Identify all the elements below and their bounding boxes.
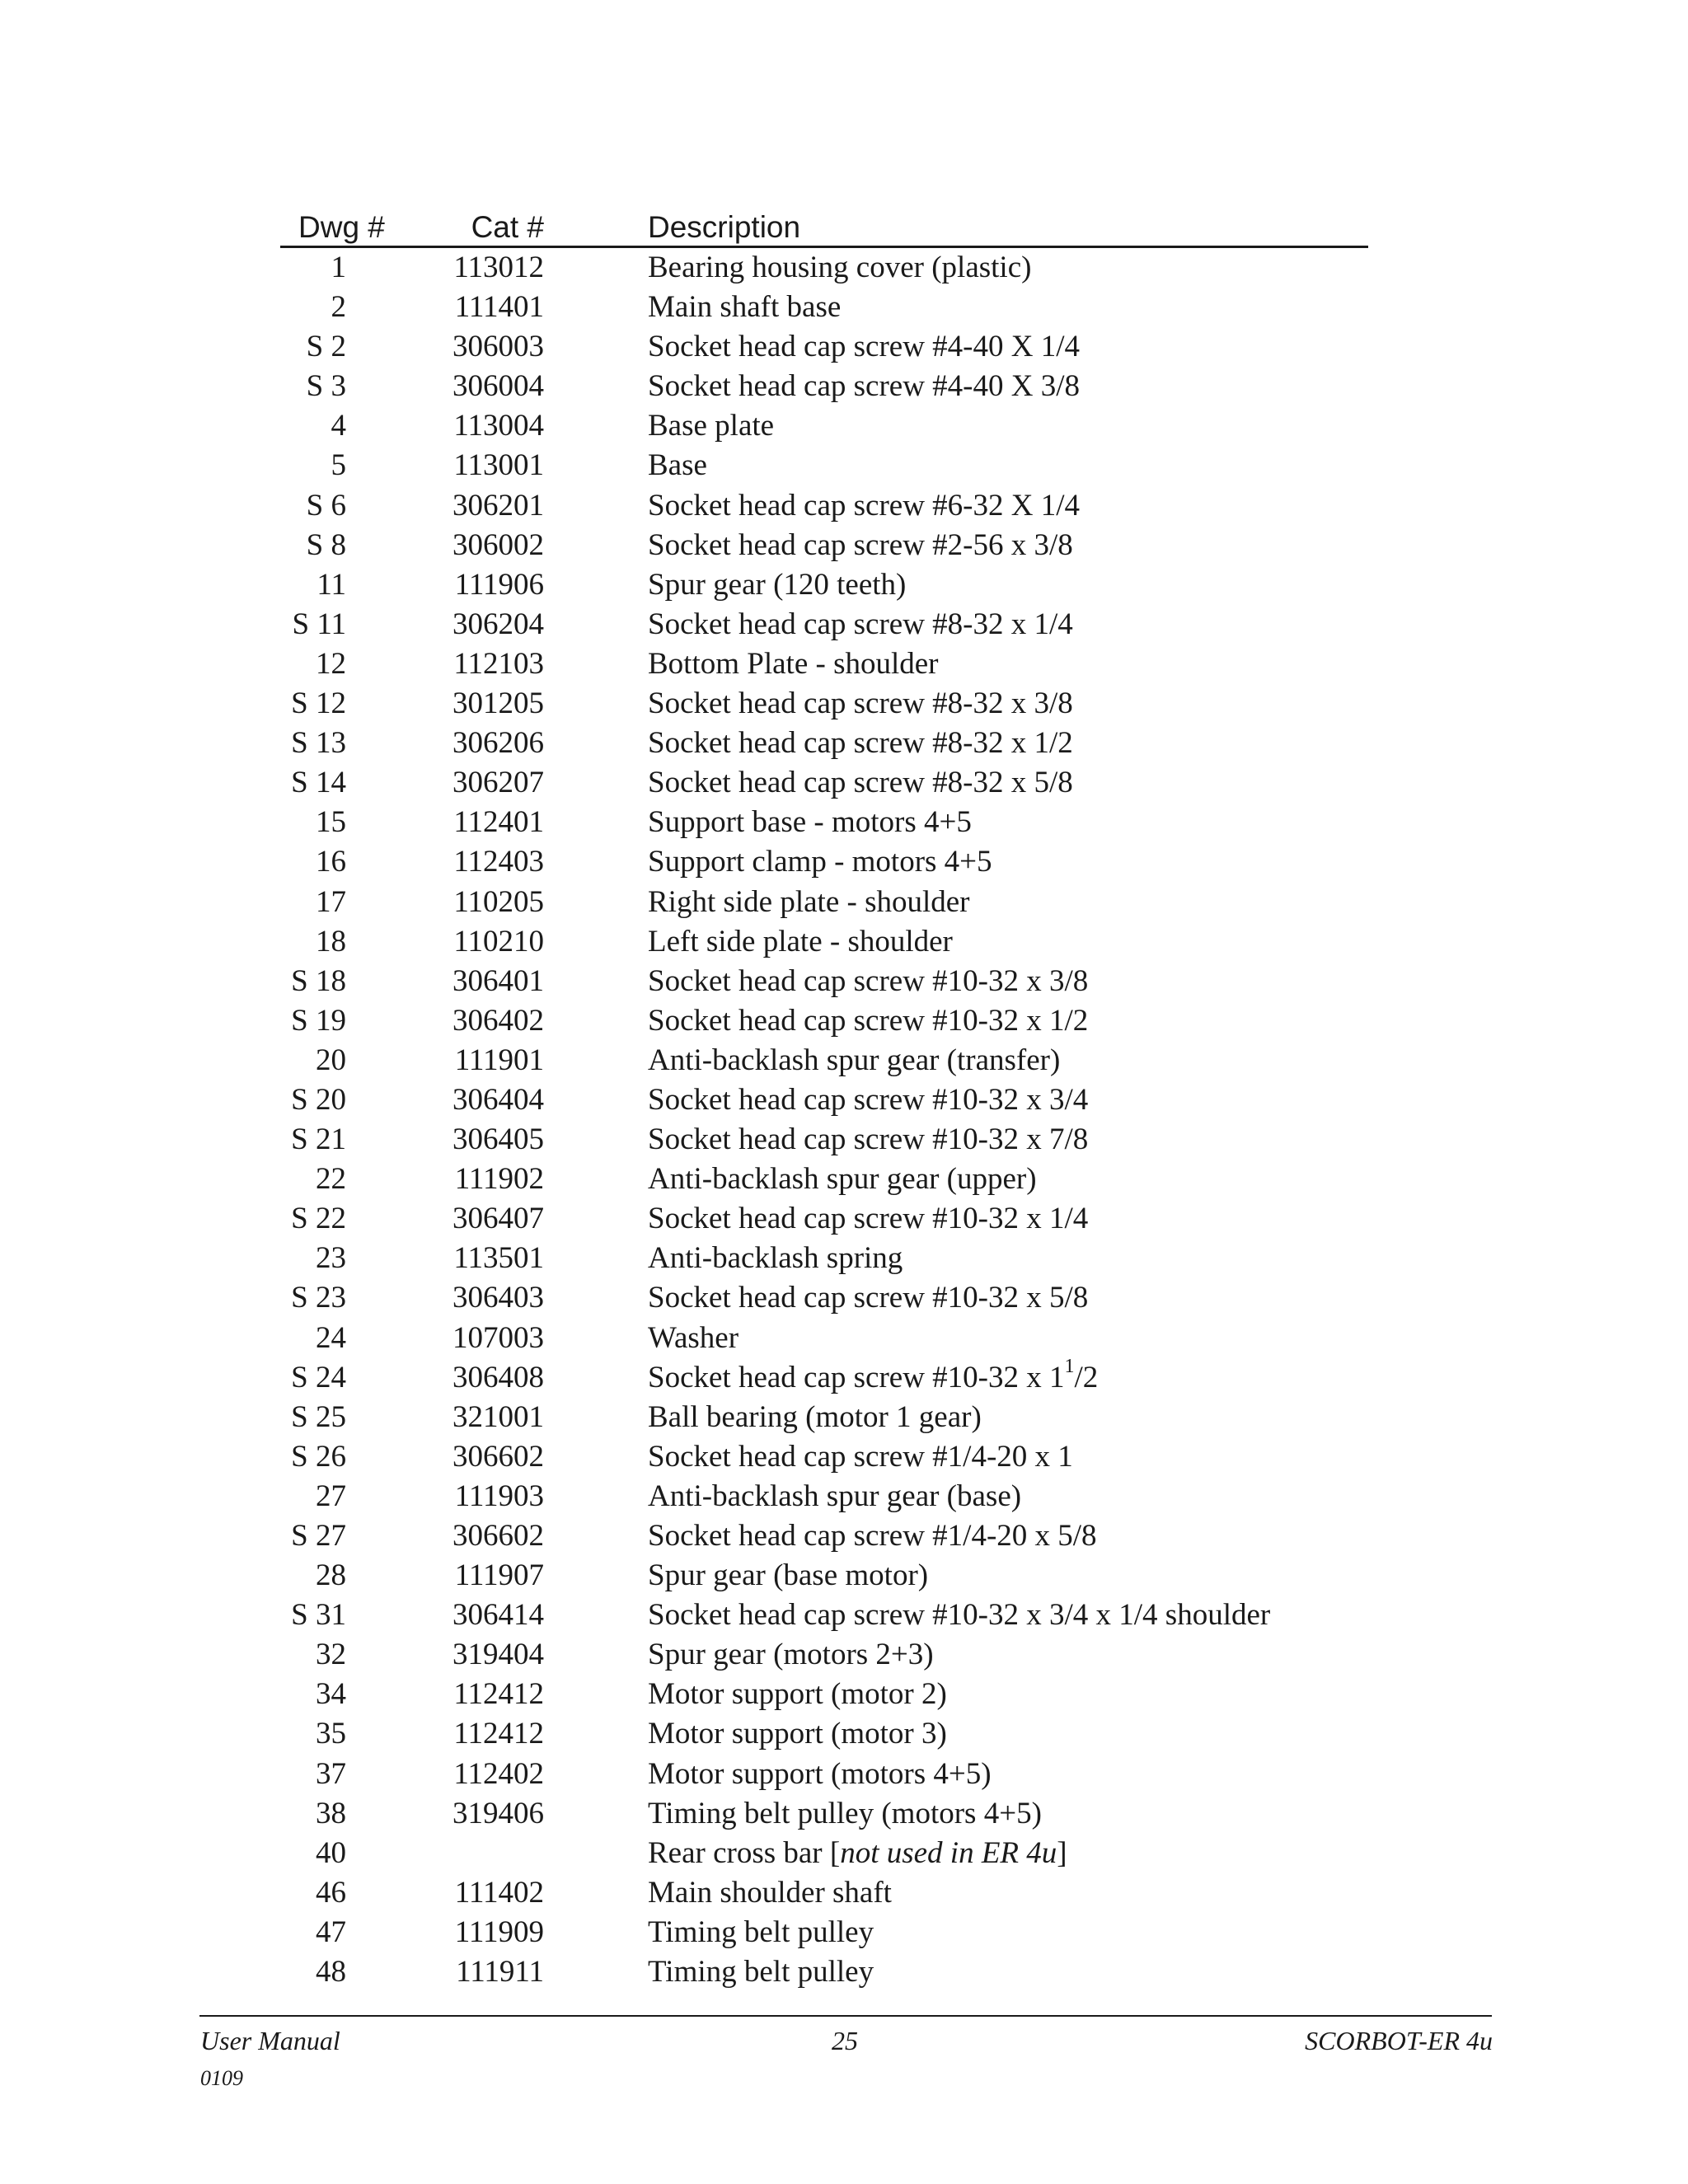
part-description [648,605,1073,644]
cat-number: 306002 [452,527,544,562]
dwg-number: 27 [316,1479,346,1513]
table-row [280,1199,1368,1239]
table-row [280,1278,1368,1318]
cat-number: 306003 [452,330,544,364]
dwg-number: 22 [316,1162,346,1197]
description-text: Washer [648,1320,739,1355]
cat-number: 113001 [453,448,544,483]
table-row [280,1834,1368,1873]
table-row [280,1041,1368,1080]
cat-number: 112412 [453,1677,544,1712]
part-description [648,327,1080,367]
part-description [648,1437,1073,1477]
part-description [648,367,1080,406]
table-row [280,1319,1368,1358]
cat-number: 111901 [454,1043,544,1077]
cat-number: 306206 [452,726,544,761]
cat-number: 306404 [452,1082,544,1117]
part-description [648,1319,738,1358]
table-row [280,1873,1368,1913]
cat-number: 306407 [452,1202,544,1236]
cat-number: 306204 [452,607,544,641]
cat-number: 306602 [452,1439,544,1474]
description-text: Main shaft base [648,290,842,325]
footer-rule [199,2015,1492,2017]
cat-number: 107003 [452,1320,544,1355]
table-row [280,1358,1368,1398]
part-description [648,1278,1088,1318]
description-text: Timing belt pulley [648,1915,874,1949]
cat-number: 306201 [452,488,544,523]
description-text: Timing belt pulley (motors 4+5) [648,1796,1042,1830]
dwg-number: S 18 [291,963,346,998]
table-row [280,1596,1368,1635]
table-row [280,1952,1368,1992]
description-text: Base plate [648,409,775,443]
table-row [280,1755,1368,1794]
table-body [280,248,1368,1992]
cat-number: 306401 [452,963,544,998]
cat-number: 111909 [454,1915,544,1949]
part-description [648,565,906,605]
dwg-number: 12 [316,646,346,681]
description-text: Anti-backlash spur gear (base) [648,1479,1022,1513]
part-description [648,763,1073,803]
table-row [280,526,1368,565]
description-text: Spur gear (base motor) [648,1558,929,1593]
cat-number: 111401 [454,290,544,325]
table-row [280,962,1368,1001]
description-superscript: 1 [1064,1356,1075,1378]
table-row [280,327,1368,367]
description-text: Socket head cap screw #10-32 x 3/4 x 1/4 shoulder [648,1598,1271,1633]
part-description [648,1755,992,1794]
part-description [648,1714,947,1754]
table-row [280,1080,1368,1120]
dwg-number: 46 [316,1875,346,1910]
table-row [280,1516,1368,1556]
description-text: Timing belt pulley [648,1955,874,1990]
description-text: Motor support (motor 3) [648,1717,947,1751]
table-row [280,406,1368,446]
description-text: Socket head cap screw #10-32 x 1/4 [648,1202,1089,1236]
cat-number: 306207 [452,766,544,800]
description-text: Socket head cap screw #8-32 x 1/4 [648,607,1073,641]
footer-doc-code: 0109 [200,2066,243,2090]
part-description [648,1596,1270,1635]
description-text: Spur gear (motors 2+3) [648,1638,934,1672]
dwg-number: 2 [331,290,346,325]
table-row [280,1398,1368,1437]
part-description [648,1556,928,1596]
description-text: Socket head cap screw #8-32 x 5/8 [648,766,1073,800]
dwg-number: 15 [316,805,346,840]
description-text: Socket head cap screw #4-40 X 3/8 [648,369,1080,404]
dwg-number: S 23 [291,1281,346,1315]
description-text: Socket head cap screw #10-32 x 3/8 [648,963,1089,998]
header-cat: Cat # [471,210,544,244]
dwg-number: S 31 [291,1598,346,1633]
part-description [648,1516,1097,1556]
dwg-number: S 3 [306,369,346,404]
cat-number: 306408 [452,1360,544,1394]
cat-number: 111903 [454,1479,544,1513]
description-text: Right side plate - shoulder [648,884,970,919]
part-description [648,962,1088,1001]
description-text: Socket head cap screw #10-32 x 3/4 [648,1082,1089,1117]
description-text: Ball bearing (motor 1 gear) [648,1399,982,1434]
part-description [648,1834,1067,1873]
cat-number: 113501 [453,1241,544,1276]
description-text: Socket head cap screw #10-32 x 5/8 [648,1281,1089,1315]
dwg-number: 34 [316,1677,346,1712]
dwg-number: 11 [316,567,346,602]
description-text: Socket head cap screw #8-32 x 1/2 [648,726,1073,761]
dwg-number: 5 [331,448,346,483]
cat-number: 111906 [454,567,544,602]
part-description [648,1239,903,1278]
table-row [280,1675,1368,1714]
table-row [280,1477,1368,1516]
part-description [648,724,1073,763]
description-text: Socket head cap screw #1/4-20 x 5/8 [648,1519,1097,1553]
part-description [648,1675,947,1714]
part-description [648,1477,1021,1516]
cat-number: 113004 [453,409,544,443]
part-description [648,922,953,962]
dwg-number: 48 [316,1955,346,1990]
dwg-number: S 6 [306,488,346,523]
dwg-number: 16 [316,845,346,879]
dwg-number: 24 [316,1320,346,1355]
part-description [648,644,939,684]
dwg-number: S 25 [291,1399,346,1434]
table-row [280,446,1368,485]
description-text: Socket head cap screw #10-32 x 1/2 [648,1003,1089,1038]
table-row [280,842,1368,882]
table-row [280,605,1368,644]
footer-page-number: 25 [832,2026,858,2055]
description-text: Anti-backlash spring [648,1241,903,1276]
part-description [648,1001,1088,1041]
cat-number: 110205 [453,884,544,919]
part-description [648,288,841,327]
table-row [280,1239,1368,1278]
description-italic-note: not used in ER 4u [840,1835,1057,1870]
description-text: Socket head cap screw #2-56 x 3/8 [648,527,1073,562]
part-description [648,842,992,882]
cat-number: 306004 [452,369,544,404]
dwg-number: S 21 [291,1122,346,1157]
part-description [648,1398,982,1437]
description-text: Support base - motors 4+5 [648,805,972,840]
table-row [280,367,1368,406]
table-row [280,883,1368,922]
part-description [648,1635,934,1675]
cat-number: 319406 [452,1796,544,1830]
description-text: Socket head cap screw #4-40 X 1/4 [648,330,1080,364]
part-description [648,684,1073,724]
part-description [648,1120,1088,1160]
dwg-number: S 2 [306,330,346,364]
cat-number: 111902 [454,1162,544,1197]
description-text: Socket head cap screw #10-32 x 1 [648,1360,1065,1394]
cat-number: 111911 [456,1955,544,1990]
part-description [648,1160,1037,1199]
dwg-number: S 14 [291,766,346,800]
table-row [280,486,1368,526]
table-row [280,565,1368,605]
description-text: Socket head cap screw #8-32 x 3/8 [648,687,1073,721]
cat-number: 112103 [453,646,544,681]
dwg-number: S 27 [291,1519,346,1553]
cat-number: 306414 [452,1598,544,1633]
dwg-number: S 26 [291,1439,346,1474]
cat-number: 321001 [452,1399,544,1434]
part-description [648,1794,1042,1834]
table-row [280,288,1368,327]
description-tail: /2 [1074,1360,1099,1394]
part-description [648,1913,874,1952]
cat-number: 111907 [454,1558,544,1593]
part-description [648,406,774,446]
dwg-number: S 8 [306,527,346,562]
cat-number: 112402 [453,1756,544,1791]
dwg-number: 17 [316,884,346,919]
dwg-number: 47 [316,1915,346,1949]
table-header [280,204,1368,248]
description-text: Bearing housing cover (plastic) [648,251,1032,284]
footer-manual-title: User Manual [200,2026,340,2055]
table-row [280,1794,1368,1834]
cat-number: 306405 [452,1122,544,1157]
dwg-number: S 19 [291,1003,346,1038]
cat-number: 306403 [452,1281,544,1315]
description-text: Main shoulder shaft [648,1875,892,1910]
part-description [648,446,707,485]
table-row [280,1160,1368,1199]
dwg-number: S 22 [291,1202,346,1236]
description-text: Rear cross bar [ [648,1835,841,1870]
dwg-number: 40 [316,1835,346,1870]
table-row [280,1556,1368,1596]
description-tail: ] [1057,1835,1067,1870]
dwg-number: 35 [316,1717,346,1751]
header-dwg: Dwg # [298,210,385,244]
dwg-number: S 24 [291,1360,346,1394]
part-description [648,883,970,922]
description-text: Socket head cap screw #6-32 X 1/4 [648,488,1080,523]
cat-number: 113012 [453,251,544,284]
description-text: Socket head cap screw #1/4-20 x 1 [648,1439,1073,1474]
description-text: Base [648,448,707,483]
cat-number: 301205 [452,687,544,721]
dwg-number: S 11 [292,607,346,641]
table-row [280,1635,1368,1675]
dwg-number: 1 [331,251,346,284]
cat-number: 306602 [452,1519,544,1553]
footer-product-name: SCORBOT-ER 4u [1305,2026,1493,2055]
cat-number: 306402 [452,1003,544,1038]
table-row [280,1001,1368,1041]
table-row [280,922,1368,962]
dwg-number: S 20 [291,1082,346,1117]
part-description [648,1952,874,1992]
part-description [648,1199,1088,1239]
part-description [648,1080,1088,1120]
dwg-number: 4 [331,409,346,443]
parts-table [280,204,1368,1992]
dwg-number: 20 [316,1043,346,1077]
part-description [648,248,1031,288]
table-row [280,1120,1368,1160]
part-description [648,486,1080,526]
description-text: Anti-backlash spur gear (upper) [648,1162,1037,1197]
cat-number: 111402 [454,1875,544,1910]
dwg-number: 37 [316,1756,346,1791]
cat-number: 110210 [453,924,544,958]
part-description [648,526,1073,565]
cat-number: 112412 [453,1717,544,1751]
dwg-number: 18 [316,924,346,958]
part-description [648,1041,1060,1080]
table-row [280,1714,1368,1754]
table-row [280,1913,1368,1952]
table-row [280,803,1368,842]
description-text: Spur gear (120 teeth) [648,567,907,602]
dwg-number: 23 [316,1241,346,1276]
table-row [280,684,1368,724]
dwg-number: 28 [316,1558,346,1593]
table-row [280,248,1368,288]
dwg-number: S 12 [291,687,346,721]
header-description: Description [648,210,801,244]
cat-number: 112401 [453,805,544,840]
part-description [648,1873,892,1913]
cat-number: 112403 [453,845,544,879]
table-row [280,763,1368,803]
description-text: Anti-backlash spur gear (transfer) [648,1043,1061,1077]
description-text: Bottom Plate - shoulder [648,646,939,681]
description-text: Support clamp - motors 4+5 [648,845,992,879]
dwg-number: 38 [316,1796,346,1830]
dwg-number: 32 [316,1638,346,1672]
part-description [648,803,972,842]
cat-number: 319404 [452,1638,544,1672]
part-description [648,1358,1098,1398]
description-text: Socket head cap screw #10-32 x 7/8 [648,1122,1089,1157]
table-row [280,1437,1368,1477]
table-row [280,644,1368,684]
description-text: Motor support (motor 2) [648,1677,947,1712]
description-text: Motor support (motors 4+5) [648,1756,992,1791]
dwg-number: S 13 [291,726,346,761]
table-row [280,724,1368,763]
description-text: Left side plate - shoulder [648,924,953,958]
